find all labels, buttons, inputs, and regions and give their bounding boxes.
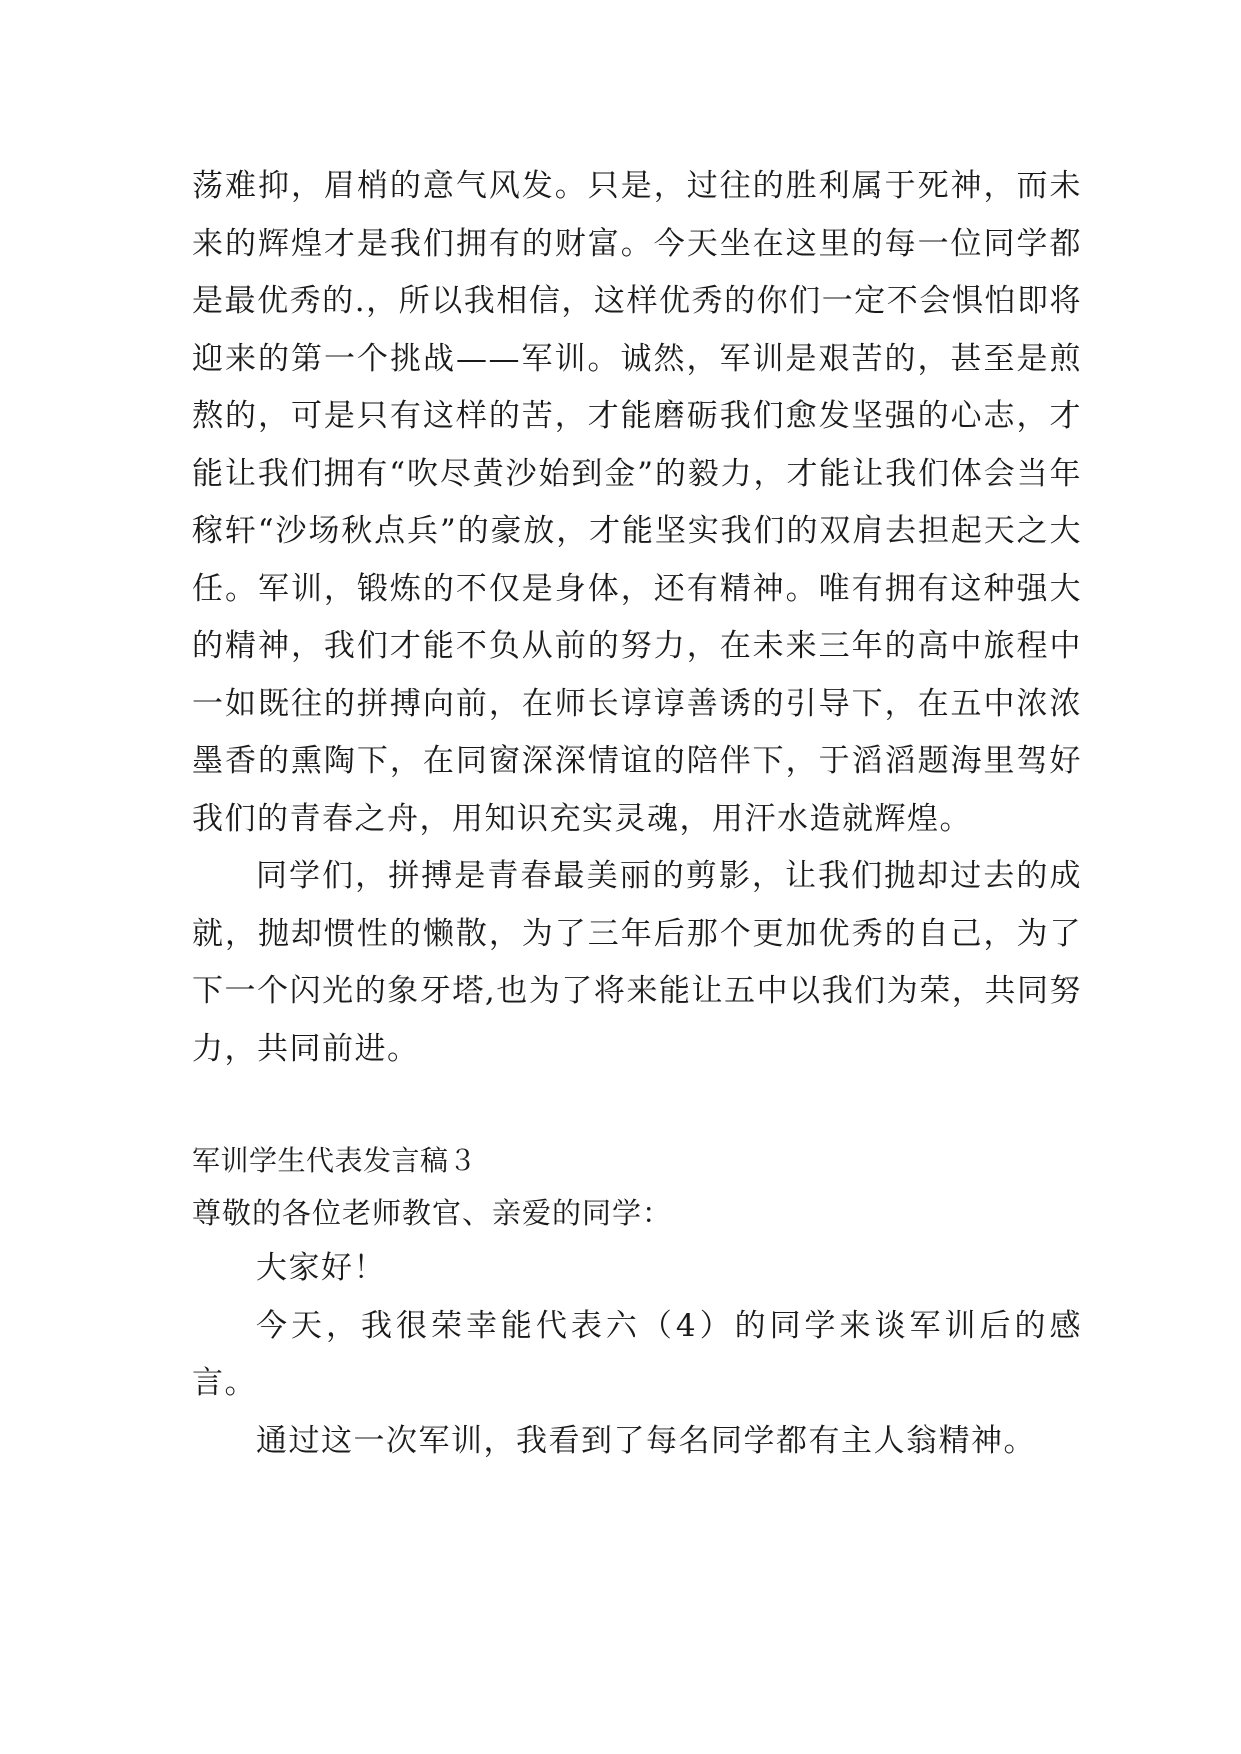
paragraph-observation: 通过这一次军训，我看到了每名同学都有主人翁精神。: [256, 1422, 1036, 1459]
section-title: 军训学生代表发言稿３: [192, 1144, 478, 1177]
paragraph-intro: 今天，我很荣幸能代表六（4）的同学来谈军训后的感言。: [192, 1307, 1082, 1401]
paragraph-continued: 荡难抑，眉梢的意气风发。只是，过往的胜利属于死神，而未来的辉煌才是我们拥有的财富。今天坐在这里的每一位同学都是最优秀的.，所以我相信，这样优秀的你们一定不会惧怕即将迎来的第一个挑战——军训。诚然，军训是艰苦的，甚至是煎熬的，可是只有这样的苦，才能磨砺我们愈发坚强的心志，才能让我们拥有“吹尽黄沙始到金”的毅力，才能让我们体会当年稼轩“沙场秋点兵”的豪放，才能坚实我们的双肩去担起天之大任。军训，锻炼的不仅是身体，还有精神。唯有拥有这种强大的精神，我们才能不负从前的努力，在未来三年的高中旅程中一如既往的拼搏向前，在师长谆谆善诱的引导下，在五中浓浓墨香的熏陶下，在同窗深深情谊的陪伴下，于滔滔题海里驾好我们的青春之舟，用知识充实灵魂，用汗水造就辉煌。: [192, 168, 1082, 837]
document-content: [192, 158, 1082, 1470]
salutation: 尊敬的各位老师教官、亲爱的同学：: [192, 1196, 673, 1230]
section-gap: [192, 1078, 1082, 1136]
paragraph-closing: 同学们，拼搏是青春最美丽的剪影，让我们抛却过去的成就，抛却惯性的懒散，为了三年后那个更加优秀的自己，为了下一个闪光的象牙塔,也为了将来能让五中以我们为荣，共同努力，共同前进。: [192, 858, 1082, 1067]
greeting: 大家好！: [256, 1250, 386, 1286]
